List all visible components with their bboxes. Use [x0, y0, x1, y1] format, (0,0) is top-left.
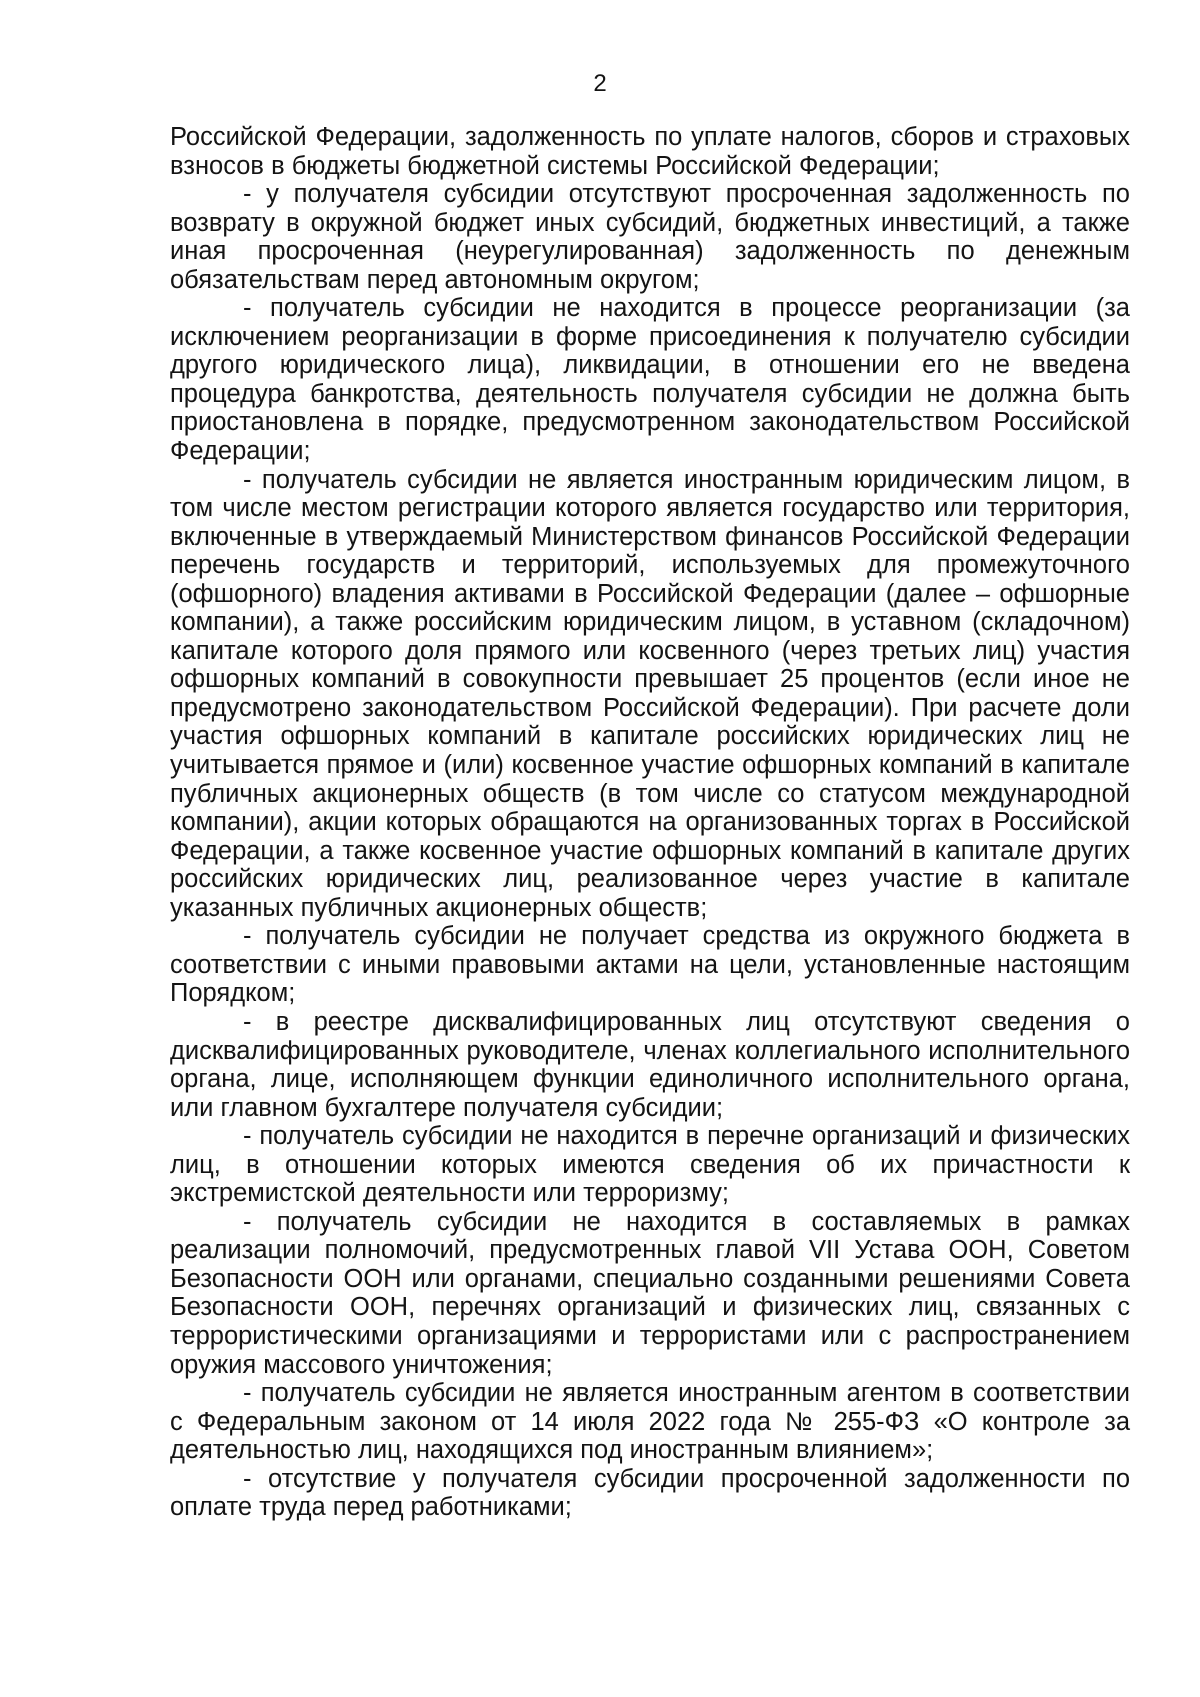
paragraph-wage-arrears: - отсутствие у получателя субсидии просроченной задолженности по оплате труда перед работниками; — [170, 1464, 1130, 1522]
paragraph-extremism-list: - получатель субсидии не находится в перечне организаций и физических лиц, в отношении которых имеются сведения об их причастности к экстремистской деятельности или терроризму; — [170, 1122, 1130, 1208]
paragraph-overdue-debt: - у получателя субсидии отсутствуют просроченная задолженность по возврату в окружной бюджет иных субсидий, бюджетных инвестиций, а также иная просроченная (неурегулированная) задолженность по денежным обязательствам перед автономным округом; — [170, 180, 1130, 294]
paragraph-reorganization: - получатель субсидии не находится в процессе реорганизации (за исключением реорганизации в форме присоединения к получателю субсидии другого юридического лица), ликвидации, в отношении его не введена процедура банкротства, деятельность получателя субсидии не должна быть приостановлена в порядке, предусмотренном законодательством Российской Федерации; — [170, 294, 1130, 466]
paragraph-foreign-agent: - получатель субсидии не является иностранным агентом в соответствии с Федеральным законом от 14 июля 2022 года № 255-ФЗ «О контроле за деятельностью лиц, находящихся под иностранным влиянием»; — [170, 1379, 1130, 1465]
document-body — [170, 123, 1130, 1522]
page-number: 2 — [593, 70, 607, 97]
paragraph-offshore: - получатель субсидии не является иностранным юридическим лицом, в том числе местом регистрации которого является государство или территория, включенные в утверждаемый Министерством финансов Российской Федерации перечень государств и территорий, используемых для промежуточного (офшорного) владения активами в Российской Федерации (далее – офшорные компании), а также российским юридическим лицом, в уставном (складочном) капитале которого доля прямого или косвенного (через третьих лиц) участия офшорных компаний в совокупности превышает 25 процентов (если иное не предусмотрено законодательством Российской Федерации). При расчете доли участия офшорных компаний в капитале российских юридических лиц не учитывается прямое и (или) косвенное участие офшорных компаний в капитале публичных акционерных обществ (в том числе со статусом международной компании), акции которых обращаются на организованных торгах в Российской Федерации, а также косвенное участие офшорных компаний в капитале других российских юридических лиц, реализованное через участие в капитале указанных публичных акционерных обществ; — [170, 465, 1130, 922]
paragraph-continuation: Российской Федерации, задолженность по уплате налогов, сборов и страховых взносов в бюджеты бюджетной системы Российской Федерации; — [170, 123, 1130, 180]
paragraph-un-sanctions: - получатель субсидии не находится в составляемых в рамках реализации полномочий, предусмотренных главой VII Устава ООН, Советом Безопасности ООН или органами, специально созданными решениями Совета Безопасности ООН, перечнях организаций и физических лиц, связанных с террористическими организациями и террористами или с распространением оружия массового уничтожения; — [170, 1207, 1130, 1379]
paragraph-disqualified-persons: - в реестре дисквалифицированных лиц отсутствуют сведения о дисквалифицированных руководителе, членах коллегиального исполнительного органа, лице, исполняющем функции единоличного исполнительного органа, или главном бухгалтере получателя субсидии; — [170, 1007, 1130, 1122]
paragraph-other-funding: - получатель субсидии не получает средства из окружного бюджета в соответствии с иными правовыми актами на цели, установленные настоящим Порядком; — [170, 922, 1130, 1008]
